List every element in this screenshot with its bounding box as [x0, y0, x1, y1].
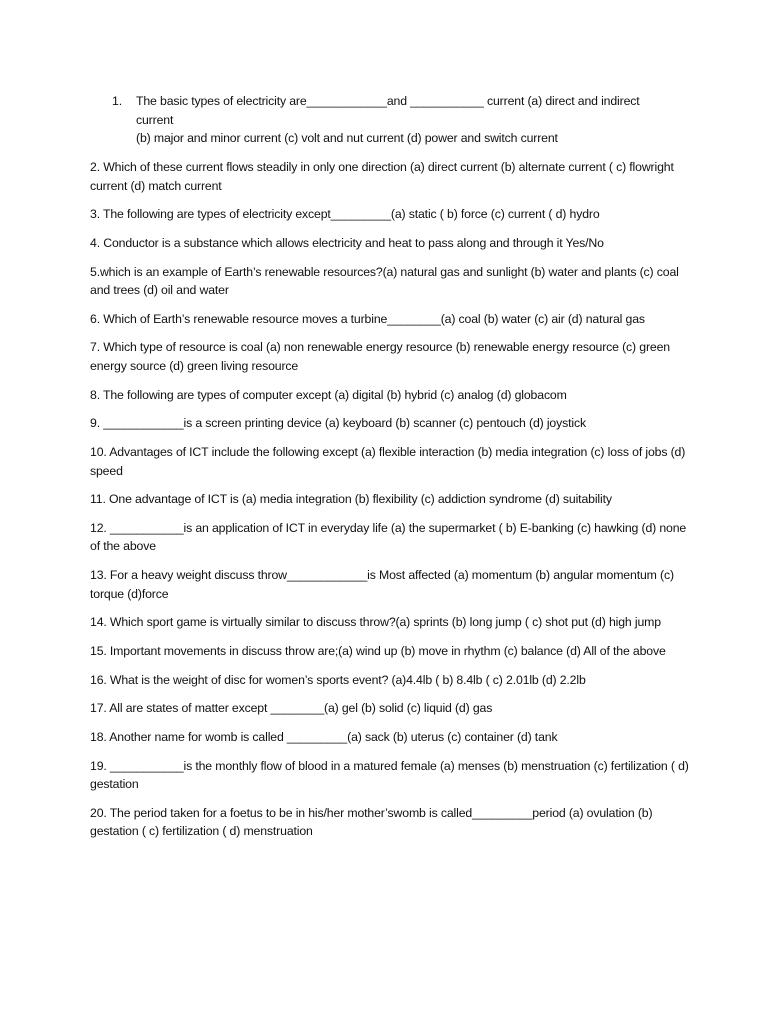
question-4: 4. Conductor is a substance which allows electricity and heat to pass along and through it Yes/No [90, 235, 604, 250]
question-17: 17. All are states of matter except ________(a) gel (b) solid (c) liquid (d) gas [90, 701, 493, 716]
question-6: 6. Which of Earth’s renewable resource moves a turbine________(a) coal (b) water (c) air (d) natural gas [90, 311, 645, 326]
question-15: 15. Important movements in discuss throw are;(a) wind up (b) move in rhythm (c) balance (d) All of the above [90, 643, 666, 658]
question-8: 8. The following are types of computer except (a) digital (b) hybrid (c) analog (d) globacom [90, 387, 567, 402]
question-1-number: 1. [112, 94, 122, 108]
question-1 [90, 92, 690, 148]
question-9: 9. ____________is a screen printing device (a) keyboard (b) scanner (c) pentouch (d) joystick [90, 416, 586, 431]
question-1-line-2: current [136, 112, 174, 127]
question-10: 10. Advantages of ICT include the following except (a) flexible interaction (b) media integration (c) loss of jobs (d) speed [90, 445, 686, 478]
question-2: 2. Which of these current flows steadily in only one direction (a) direct current (b) alternate current ( c) flowright current (d) match current [90, 160, 674, 193]
question-14: 14. Which sport game is virtually similar to discuss throw?(a) sprints (b) long jump ( c) shot put (d) high jump [90, 615, 661, 630]
question-20: 20. The period taken for a foetus to be in his/her mother’swomb is called_________period (a) ovulation (b) gestation ( c) fertilization ( d) menstruation [90, 805, 653, 839]
question-7: 7. Which type of resource is coal (a) non renewable energy resource (b) renewable energy resource (c) green energy source (d) green living resource [90, 340, 670, 373]
question-18: 18. Another name for womb is called _________(a) sack (b) uterus (c) container (d) tank [90, 730, 558, 744]
question-19: 19. ___________is the monthly flow of blood in a matured female (a) menses (b) menstruation (c) fertilization ( d) gestation [90, 758, 689, 792]
question-1-line-1: The basic types of electricity are____________and ___________ current (a) direct and indirect [136, 94, 640, 108]
question-16: 16. What is the weight of disc for women’s sports event? (a)4.4lb ( b) 8.4lb ( c) 2.01lb (d) 2.2lb [90, 672, 586, 687]
question-13: 13. For a heavy weight discuss throw____________is Most affected (a) momentum (b) angular momentum (c) torque (d)force [90, 568, 674, 601]
question-3: 3. The following are types of electricity except_________(a) static ( b) force (c) current ( d) hydro [90, 207, 600, 222]
question-list [90, 92, 690, 851]
question-12: 12. ___________is an application of ICT in everyday life (a) the supermarket ( b) E-banking (c) hawking (d) none of the above [90, 520, 687, 554]
question-11: 11. One advantage of ICT is (a) media integration (b) flexibility (c) addiction syndrome (d) suitability [90, 492, 612, 507]
question-5: 5.which is an example of Earth’s renewable resources?(a) natural gas and sunlight (b) water and plants (c) coal and trees (d) oil and water [90, 264, 679, 298]
question-1-line-3: (b) major and minor current (c) volt and nut current (d) power and switch current [136, 131, 558, 145]
